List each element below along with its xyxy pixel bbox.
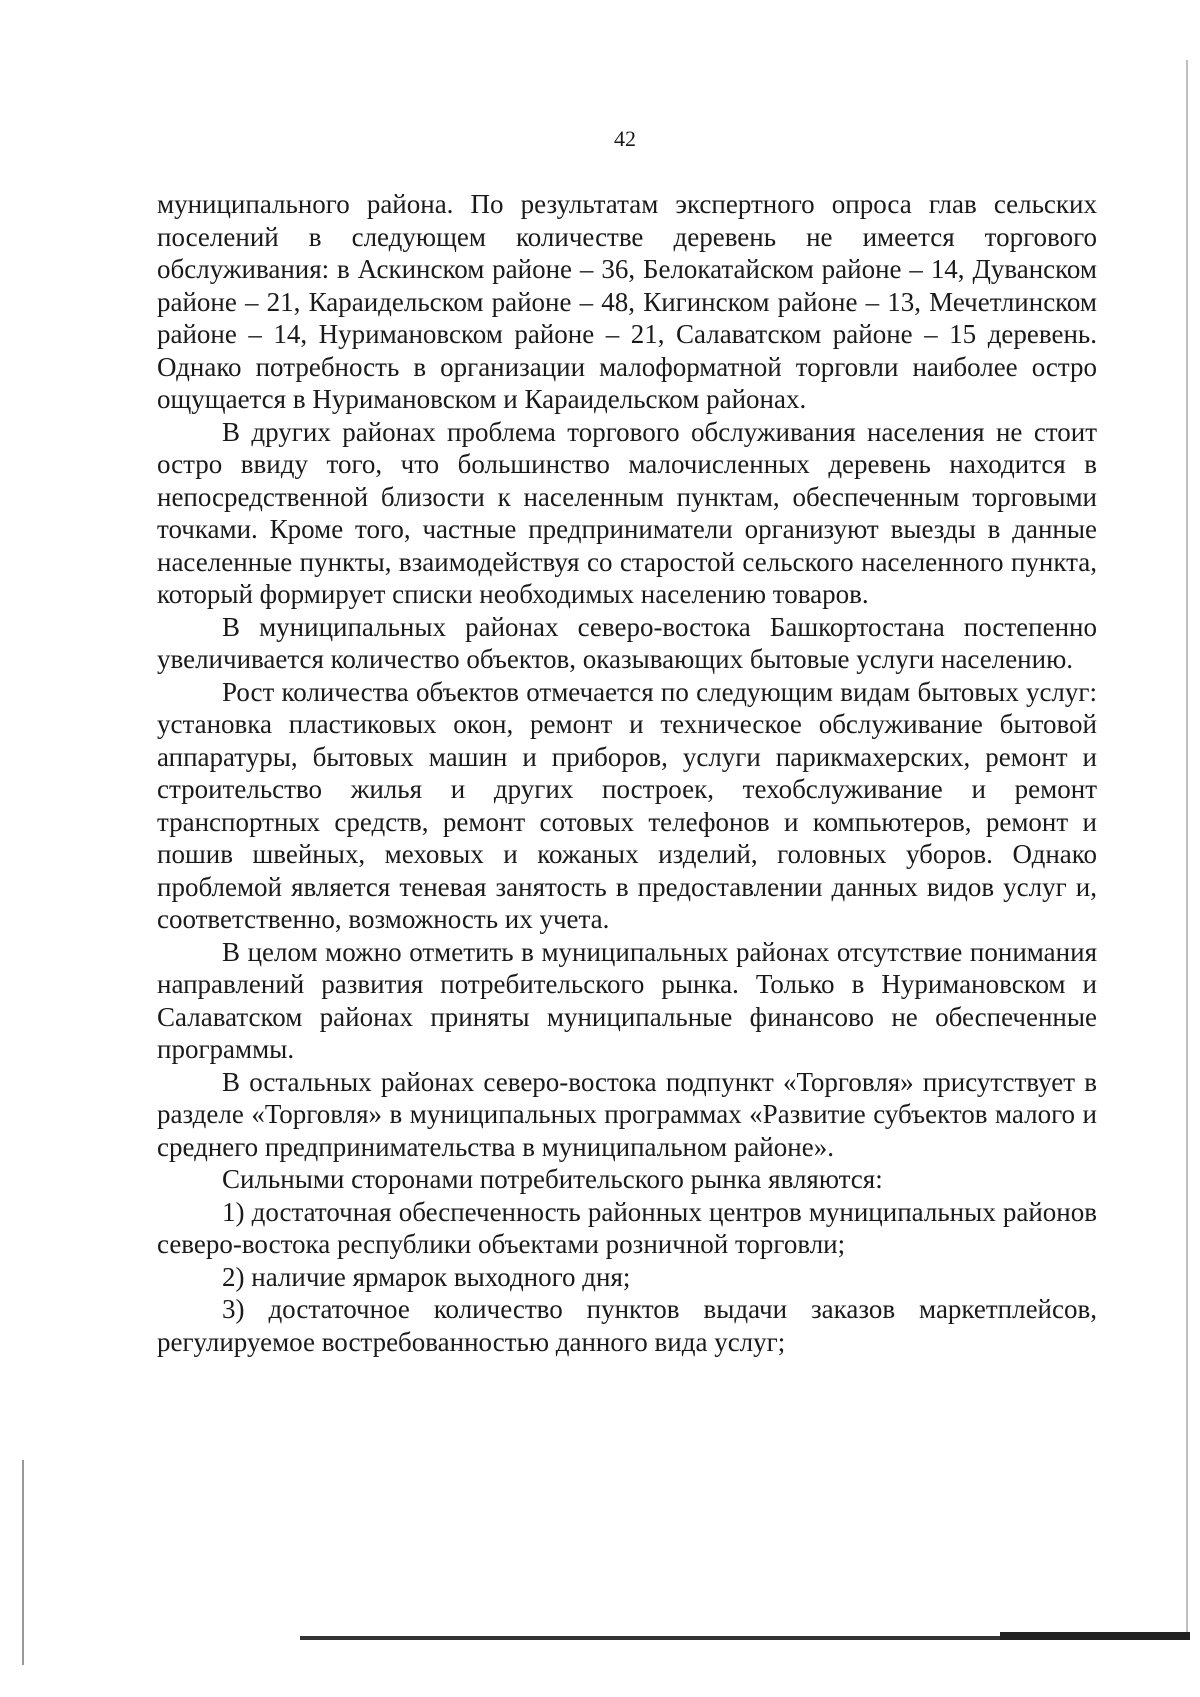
scan-edge-right xyxy=(1186,60,1188,1640)
paragraph-5: В целом можно отметить в муниципальных районах отсутствие понимания направлений развития потребительского рынка. Только в Нуримановском и Салаватском районах приняты муниципальные финансово не обеспеченные программы. xyxy=(157,936,1097,1064)
paragraph-4: Рост количества объектов отмечается по следующим видам бытовых услуг: установка пластиковых окон, ремонт и техническое обслуживание бытовой аппаратуры, бытовых машин и приборов, услуги парикмахерских, ремонт и строительство жилья и других построек, техобслуживание и ремонт транспортных средств, ремонт сотовых телефонов и компьютеров, ремонт и пошив швейных, меховых и кожаных изделий, головных уборов. Однако проблемой является теневая занятость в предоставлении данных видов услуг и, соответственно, возможность их учета. xyxy=(157,676,1097,934)
scan-edge-left xyxy=(22,1460,24,1665)
list-item-1: 1) достаточная обеспеченность районных центров муниципальных районов северо-востока республики объектами розничной торговли; xyxy=(157,1196,1097,1259)
list-item-3: 3) достаточное количество пунктов выдачи заказов маркетплейсов, регулируемое востребованностью данного вида услуг; xyxy=(157,1294,1097,1357)
paragraph-2: В других районах проблема торгового обслуживания населения не стоит остро ввиду того, что большинство малочисленных деревень находится в непосредственной близости к населенным пунктам, обеспеченным торговыми точками. Кроме того, частные предприниматели организуют выезды в данные населенные пункты, взаимодействуя со старостой сельского населенного пункта, который формирует списки необходимых населению товаров. xyxy=(157,416,1097,609)
paragraph-3: В муниципальных районах северо-востока Башкортостана постепенно увеличивается количество объектов, оказывающих бытовые услуги населению. xyxy=(157,611,1097,674)
paragraph-1: муниципального района. По результатам экспертного опроса глав сельских поселений в следующем количестве деревень не имеется торгового обслуживания: в Аскинском районе – 36, Белокатайском районе – 14, Дуванском районе – 21, Караидельском районе – 48, Кигинском районе – 13, Мечетлинском районе – 14, Нуримановском районе – 21, Салаватском районе – 15 деревень. Однако потребность в организации малоформатной торговли наиболее остро ощущается в Нуримановском и Караидельском районах. xyxy=(157,189,1097,414)
paragraph-7: Сильными сторонами потребительского рынка являются: xyxy=(222,1164,883,1194)
page-number: 42 xyxy=(614,126,636,151)
paragraph-6: В остальных районах северо-востока подпункт «Торговля» присутствует в разделе «Торговля» в муниципальных программах «Развитие субъектов малого и среднего предпринимательства в муниципальном районе». xyxy=(157,1066,1097,1162)
document-body xyxy=(157,188,1097,1358)
scan-bar-bottom-thick xyxy=(1000,1632,1190,1640)
list-item-2: 2) наличие ярмарок выходного дня; xyxy=(222,1261,631,1292)
